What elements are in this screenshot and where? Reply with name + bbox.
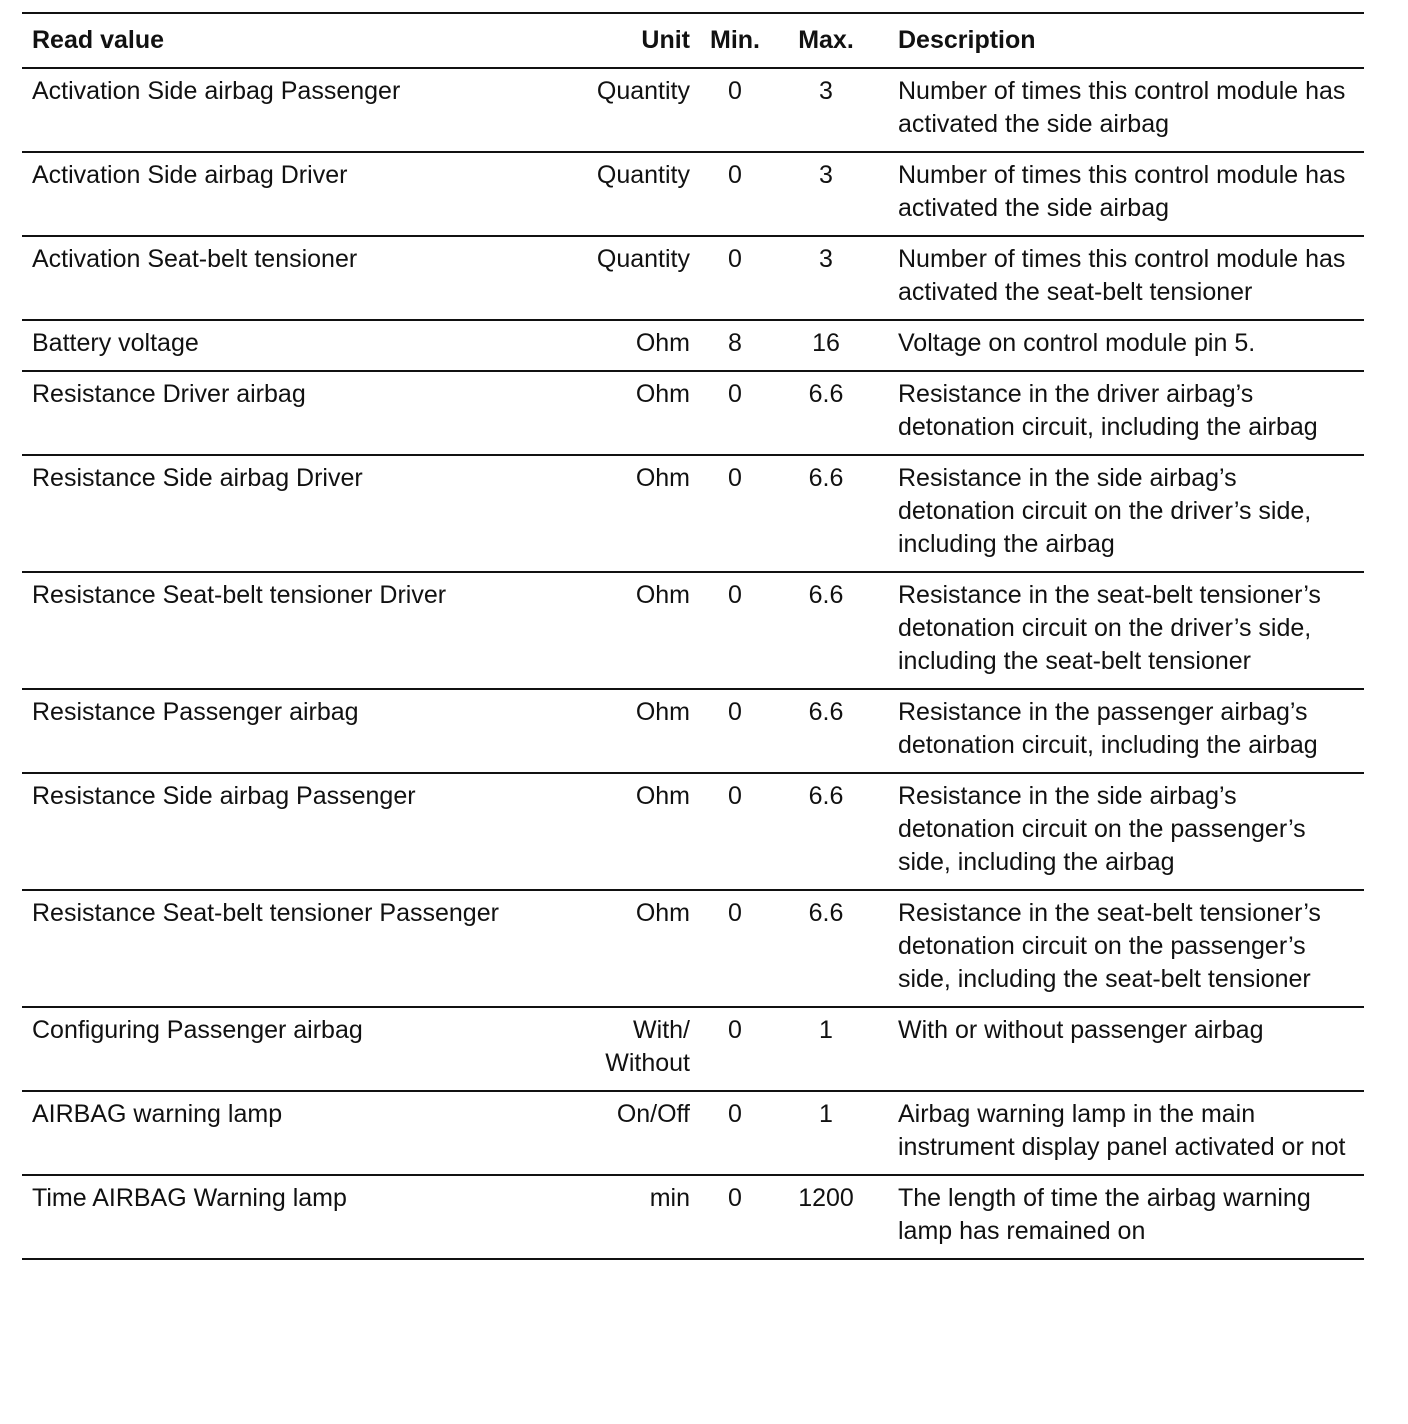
cell-unit: Quantity: [582, 236, 694, 320]
table-row: [22, 1175, 1364, 1259]
cell-max: 6.6: [776, 773, 876, 890]
cell-unit: With/ Without: [582, 1007, 694, 1091]
cell-max: 3: [776, 152, 876, 236]
cell-min: 0: [694, 689, 776, 773]
cell-unit: min: [582, 1175, 694, 1259]
cell-max: 3: [819, 77, 833, 105]
cell-description: Resistance in the seat-belt tensioner’s detonation circuit on the driver’s side, including the seat-belt tensioner: [876, 572, 1364, 689]
cell-description: Airbag warning lamp in the main instrument display panel activated or not: [876, 1091, 1364, 1175]
cell-unit: Ohm: [582, 320, 694, 371]
cell-min: 8: [694, 320, 776, 371]
table-row: [22, 1091, 1364, 1175]
cell-description: Number of times this control module has activated the seat-belt tensioner: [876, 236, 1364, 320]
header-description: Description: [876, 13, 1364, 68]
cell-description: Voltage on control module pin 5.: [876, 320, 1364, 371]
read-values-table: [22, 12, 1364, 1260]
cell-read-value: Resistance Passenger airbag: [22, 689, 582, 773]
cell-max: 3: [776, 236, 876, 320]
cell-read-value: AIRBAG warning lamp: [22, 1091, 582, 1175]
table-header: [22, 13, 1364, 68]
cell-min: 0: [694, 1091, 776, 1175]
cell-read-value: Activation Side airbag Driver: [22, 152, 582, 236]
cell-read-value: Battery voltage: [22, 320, 582, 371]
cell-min: 0: [694, 890, 776, 1007]
cell-read-value: Activation Side airbag Passenger: [32, 77, 401, 105]
header-row: [22, 13, 1364, 68]
cell-read-value: Resistance Side airbag Passenger: [22, 773, 582, 890]
cell-description: With or without passenger airbag: [876, 1007, 1364, 1091]
cell-description: Number of times this control module has activated the side airbag: [876, 152, 1364, 236]
cell-max: 1200: [776, 1175, 876, 1259]
cell-description: Resistance in the side airbag’s detonation circuit on the passenger’s side, including the airbag: [876, 773, 1364, 890]
header-read-value: Read value: [22, 13, 582, 68]
cell-unit: Ohm: [582, 371, 694, 455]
table-row: [22, 1007, 1364, 1091]
cell-min: 0: [694, 572, 776, 689]
cell-read-value: Resistance Driver airbag: [22, 371, 582, 455]
header-min: Min.: [694, 13, 776, 68]
cell-unit: On/Off: [582, 1091, 694, 1175]
header-max: Max.: [776, 13, 876, 68]
table-row: [22, 152, 1364, 236]
cell-description: The length of time the airbag warning lamp has remained on: [876, 1175, 1364, 1259]
cell-min: 0: [694, 455, 776, 572]
cell-description: Resistance in the driver airbag’s detonation circuit, including the airbag: [876, 371, 1364, 455]
cell-read-value: Configuring Passenger airbag: [22, 1007, 582, 1091]
cell-unit: Ohm: [582, 572, 694, 689]
cell-unit: Quantity: [582, 152, 694, 236]
cell-unit: Ohm: [582, 773, 694, 890]
cell-max: 1: [776, 1091, 876, 1175]
cell-min: 0: [694, 1007, 776, 1091]
document-page: [22, 12, 1364, 1260]
cell-min: 0: [694, 236, 776, 320]
table-row: [22, 455, 1364, 572]
cell-min: 0: [694, 371, 776, 455]
cell-read-value: Resistance Seat-belt tensioner Driver: [22, 572, 582, 689]
header-unit: Unit: [582, 13, 694, 68]
cell-max: 6.6: [776, 689, 876, 773]
cell-unit: Ohm: [582, 890, 694, 1007]
table-body: [22, 68, 1364, 1259]
cell-description: Resistance in the seat-belt tensioner’s detonation circuit on the passenger’s side, including the seat-belt tensioner: [876, 890, 1364, 1007]
cell-unit: Ohm: [582, 689, 694, 773]
table-row: [22, 68, 1364, 152]
cell-max: 6.6: [776, 371, 876, 455]
cell-min: 0: [728, 77, 742, 105]
cell-unit: Ohm: [582, 455, 694, 572]
cell-max: 1: [776, 1007, 876, 1091]
cell-description: Number of times this control module has activated the side airbag: [898, 77, 1346, 138]
table-row: [22, 890, 1364, 1007]
cell-read-value: Resistance Seat-belt tensioner Passenger: [22, 890, 582, 1007]
cell-description: Resistance in the passenger airbag’s detonation circuit, including the airbag: [876, 689, 1364, 773]
cell-max: 6.6: [776, 890, 876, 1007]
cell-min: 0: [694, 1175, 776, 1259]
table-row: [22, 689, 1364, 773]
cell-max: 6.6: [776, 572, 876, 689]
table-row: [22, 320, 1364, 371]
cell-max: 16: [776, 320, 876, 371]
cell-unit: Quantity: [596, 77, 690, 105]
table-row: [22, 371, 1364, 455]
cell-read-value: Resistance Side airbag Driver: [22, 455, 582, 572]
cell-description: Resistance in the side airbag’s detonation circuit on the driver’s side, including the airbag: [876, 455, 1364, 572]
cell-max: 6.6: [776, 455, 876, 572]
cell-min: 0: [694, 773, 776, 890]
cell-read-value: Time AIRBAG Warning lamp: [22, 1175, 582, 1259]
cell-min: 0: [694, 152, 776, 236]
cell-read-value: Activation Seat-belt tensioner: [22, 236, 582, 320]
table-row: [22, 236, 1364, 320]
table-row: [22, 773, 1364, 890]
table-row: [22, 572, 1364, 689]
